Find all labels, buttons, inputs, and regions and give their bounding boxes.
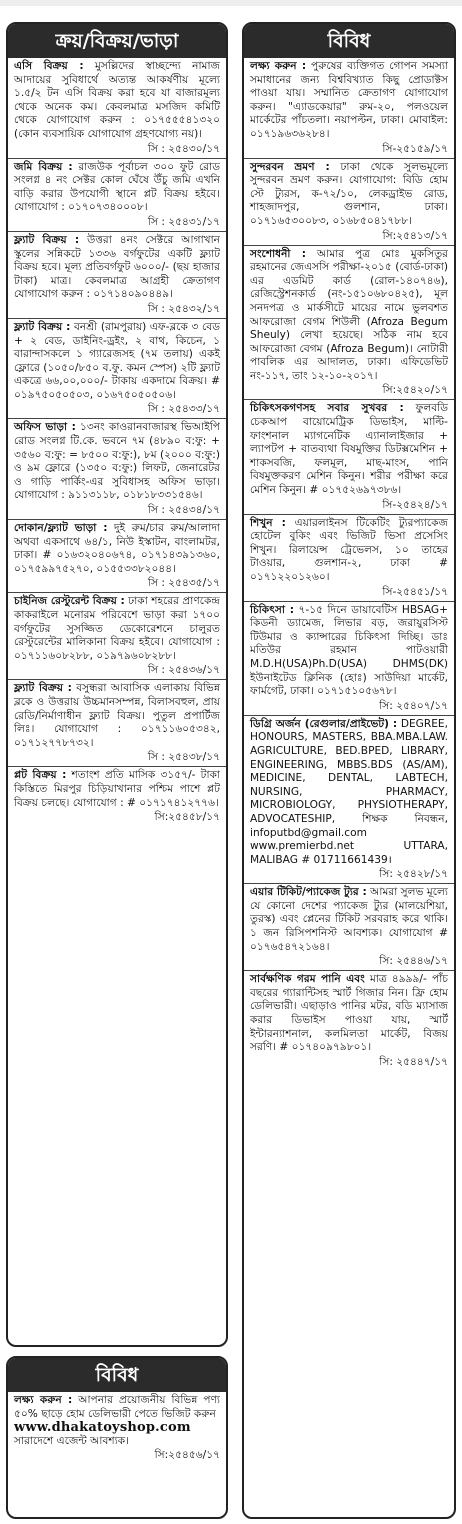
ad-code: সি:২৫৪২০/১৭ bbox=[244, 383, 454, 400]
classified-section-misc-left bbox=[6, 1356, 228, 1519]
section-title: বিবিধ bbox=[8, 1358, 226, 1392]
ad-text bbox=[244, 602, 454, 699]
ad-lead: লক্ষ্য করুন : bbox=[250, 60, 307, 72]
ad-item bbox=[8, 520, 226, 593]
ad-body: দুই রুম/চার রুম/আলাদা অথবা একসাথে ৬৪/১, নিউ ইস্কাটন, বাংলামটর, ঢাকা। # ০১৬৩২০৪০৬৭৪, ০১৭১৪৩৯১৩৬০, ০১৭৫৯৯৭৫২৭০, ০১৫৫৩৩৮২০৪৪। bbox=[14, 522, 220, 575]
ad-lead: চিকিৎসা : bbox=[250, 603, 295, 616]
ad-code: সি : ২৫৪৩৮/১৭ bbox=[8, 750, 226, 767]
ad-item bbox=[8, 680, 226, 767]
ad-text bbox=[8, 593, 226, 663]
ad-code: সি : ২৫৪৩৩/১৭ bbox=[8, 402, 226, 419]
ad-item bbox=[8, 232, 226, 319]
ad-code: সি : ২৫৪৩৬/১৭ bbox=[8, 663, 226, 680]
ad-item bbox=[8, 159, 226, 232]
ad-item bbox=[8, 1392, 226, 1464]
ad-text bbox=[244, 246, 454, 384]
ad-text bbox=[8, 767, 226, 810]
ad-text bbox=[8, 159, 226, 215]
ad-item bbox=[8, 319, 226, 420]
ad-lead: ফ্ল্যাট বিক্রয় : bbox=[14, 682, 72, 695]
ad-tail: সারাদেশে এজেন্ট আবশ্যক। bbox=[14, 1434, 129, 1447]
section-title: বিবিধ bbox=[244, 24, 454, 58]
ad-text bbox=[244, 159, 454, 229]
ad-item bbox=[244, 884, 454, 971]
ad-lead: অফিস ভাড়া : bbox=[14, 421, 76, 434]
ad-lead: ডিগ্রি অর্জন (রেগুলার/প্রাইভেট) : bbox=[250, 717, 398, 730]
ad-text bbox=[8, 680, 226, 750]
ad-lead: সুন্দরবন ভ্রমণ : bbox=[250, 160, 330, 173]
ad-code: সি:২৫৪১৩/১৭ bbox=[244, 229, 454, 246]
ad-code: সি : ২৫৪৩২/১৭ bbox=[8, 302, 226, 319]
ad-body: মুসল্লিদের স্বাচ্ছন্দ্যে নামাজ আদায়ের সুবিধার্থে অত্যন্ত আকর্ষণীয় মূল্যে ১.৫/২ টন এসি বিক্রয় করা হবে যা বাজারমূল্য থেকে অনেক কম। কেবলমাত্র মসজিদ কমিটি থেকে যোগাযোগ করুন : ০১৭৫৫৫৪১৩২০ (কোন ব্যবসায়িক যোগাযোগ গ্রহণযোগ্য নয়)। bbox=[14, 60, 220, 140]
ad-lead: দোকান/ফ্ল্যাট ভাড়া : bbox=[14, 522, 108, 535]
ad-item bbox=[244, 159, 454, 246]
ad-code: সি: ২৫৪৪৬/১৭ bbox=[244, 954, 454, 971]
ad-lead: ফ্ল্যাট বিক্রয় : bbox=[14, 233, 80, 246]
top-rule bbox=[0, 0, 462, 6]
ad-text bbox=[244, 515, 454, 585]
ad-code: সি:২৫৪৫৮/১৭ bbox=[154, 811, 220, 824]
ad-code: সি:২৫৪৫৬/১৭ bbox=[154, 1449, 220, 1462]
ad-item bbox=[244, 58, 454, 159]
ad-list bbox=[8, 58, 226, 826]
ad-body: মাত্র ৪৯৯৯/- পাঁচ বছরের গ্যারান্টিসহ স্মার্ট গিজার নিন। ফ্রি হোম ডেলিভারী। এছাড়াও পানির মটর, বডি ম্যাসাজ করার ডিভাইস পাওয়া যায়, স্মার্ট ইন্টারন্যাশনাল, কলমিলতা মার্কেট, বিজয় সরণি। # ০১৭৪০৯৭৯৮০১। bbox=[250, 973, 448, 1054]
ad-text bbox=[244, 884, 454, 954]
ad-list bbox=[244, 58, 454, 1071]
ad-item bbox=[8, 419, 226, 520]
ad-website-link[interactable]: www.dhakatoyshop.com bbox=[14, 1420, 191, 1436]
ad-item bbox=[244, 971, 454, 1071]
ad-lead: শিখুন : bbox=[250, 516, 286, 529]
ad-body: ৭-১৫ দিনে ডায়াবেটিস HBSAG+ কিডনী ড্যামেজ, লিভার বড়, জরায়ুরসিস্ট টিউমার ও ক্যান্সারের চিকিৎসা দিচ্ছি। ডাঃ মতিউর রহমান পাটওয়ারী M.D.H(USA)Ph.D(USA) DHMS(DK) ইউনাইটেড ক্লিনিক (হোঃ) সাউদিয়া মার্কেট, ফার্মগেট, ঢাকা। ০১৭১৫১০৫৬৭৮। bbox=[250, 603, 448, 698]
ad-lead: সংশোধনী : bbox=[250, 247, 306, 260]
ad-lead: চিকিৎসকগণসহ সবার সুখবর : bbox=[250, 402, 404, 415]
ad-item bbox=[244, 515, 454, 602]
ad-code: সি: ২৫৪৪৭/১৭ bbox=[379, 1055, 448, 1068]
ad-text bbox=[244, 58, 454, 142]
section-title: ক্রয়/বিক্রয়/ভাড়া bbox=[8, 24, 226, 58]
ad-code: সি-২৫১৫৯/১৭ bbox=[244, 142, 454, 159]
ad-code: সি: ২৫৪০৭/১৭ bbox=[244, 699, 454, 716]
ad-lead: জমি বিক্রয় : bbox=[14, 160, 73, 173]
ad-body: আমার পুত্র মোঃ মুকসিতুর রহমানের জেএসসি পরীক্ষা-২০১৫ (বোর্ড-ঢাকা) এর এডমিট কার্ড (রোল-১৪০৭৪৬), রেজিস্ট্রেশনকার্ড (নং-১৫১০৬৮০৪২৫), মূল সনদপত্র ও মার্কসীটে মায়ের নামে ভুলবশত আফরোজা বেগম শিউলী (Afroza Begum Sheuly) লেখা হয়েছে। সঠিক নাম হবে আফরোজা বেগম (Afroza Begum)। নোটারী পাবলিক এর আদালত, ঢাকা। এফিডেভিট নং-১১৭, তাং ১২-১০-২০১৭। bbox=[250, 247, 448, 382]
ad-code: সি : ২৫৪৩৪/১৭ bbox=[8, 503, 226, 520]
ad-text bbox=[8, 319, 226, 403]
ad-code: সি : ২৫৪৩১/১৭ bbox=[8, 215, 226, 232]
ad-code: সি-২৫৪২৪/১৭ bbox=[244, 498, 454, 515]
ad-text bbox=[244, 971, 454, 1055]
ad-text bbox=[8, 232, 226, 302]
ad-lead: চাইনিজ রেস্টুরেন্ট বিক্রয় : bbox=[14, 595, 125, 608]
ad-body: DEGREE, HONOURS, MASTERS, BBA.MBA.LAW. AGRICULTURE, BED.BPED, LIBRARY, ENGINEERING, MBBS.BDS (AS/AM), MEDICINE, DENTAL, LABTECH, NURSING, PHARMACY, MICROBIOLOGY, PHYSIOTHERAPY, ADVOCATESHIP, শিক্ষক নিবন্ধন, infoputbd@gmail.com www.premierbd.net UTTARA, MALIBAG # 01711661439। bbox=[250, 717, 448, 866]
ad-lead: ফ্ল্যাট বিক্রয় : bbox=[14, 320, 71, 333]
ad-body: উত্তরা ৪নং সেক্টরে আগাখান স্কুলের সন্নিকটে ১৩৩৬ বর্গফুটের একটি ফ্ল্যাট বিক্রয় হবে। মূল্য প্রতিবর্গফুট ৬০০০/- (ছয় হাজার টাকা) মাত্র। কেবলমাত্র আগ্রহী ক্রেতাগণ যোগাযোগ করুন : ০১৭১৪০৯০৪৪৯। bbox=[14, 233, 220, 301]
ad-text bbox=[244, 400, 454, 497]
ad-code: সি: ২৫৪২৮/১৭ bbox=[244, 867, 454, 884]
ad-text bbox=[8, 58, 226, 142]
ad-lead: প্লট বিক্রয় : bbox=[14, 769, 67, 782]
ad-code: সি : ২৫৪৩০/১৭ bbox=[8, 142, 226, 159]
ad-body: ফুলবডি চেকআপ বায়োমেট্রিক ডিভাইস, মাল্টি-ফাংশনাল ম্যাগনেটিক এ্যানালাইজার + ল্যাপটপ + বাতব্যথা বিষমুক্তির ডিটক্সমেশিন + শাকসবজি, ফলমূল, মাছ-মাংস, পানি বিষমুক্তকরণ মেশিন কিনুন। শরীর পরীক্ষা করে মেশিন কিনুন। # ০১৭৫২৬৯৭৩৮৬। bbox=[250, 402, 448, 497]
ad-body: আমরা সুলভ মূল্যে যে কোনো দেশের প্যাকেজ ট্যুর (মালয়েশিয়া, তুরস্ক) এবং প্লেনের টিকিট সরবরাহ করে থাকি। ১ জন রিসিপশনিস্ট আবশ্যক। যোগাযোগ # ০১৭৬৫৪৭২১৬৪। bbox=[250, 886, 448, 953]
ad-text bbox=[8, 419, 226, 503]
ad-item bbox=[8, 58, 226, 159]
ad-body: ঢাকা থেকে সুলভমূল্যে সুন্দরবন ভ্রমণ করুন। যোগাযোগ: বিডি হোম স্টে ট্যুরস, ক-৭২/১০, লেকড্রাইভ রোড, শাহজাদপুর, গুলশান, ঢাকা। ০১৭১৬৫৩০০৮৩, ০১৬৮৫০৪১৭৮৮। bbox=[250, 160, 448, 227]
ad-body: পুরুষের ব্যক্তিগত গোপন সমস্যা সমাধানের জন্য বিশ্ববিখ্যাত কিছু প্রোডাক্টস পাওয়া যায়। সম্মানিত ক্রেতাগণ যোগাযোগ করুন। "এ্যাডকেয়ার" রুম-২০, পলওয়েল মার্কেটের পাঁচতলা। নয়াপল্টন, ঢাকা। মোবাইল: ০১৭১৯৬৩৬২৮৪। bbox=[250, 60, 449, 140]
ad-body: ঢাকা শহরের প্রাণকেন্দ্র কাকরাইলে মনোরম পরিবেশে ভাড়া করা ১৭০০ বর্গফুটের সুসজ্জিত ডেকোরেশনে চালুরত রেস্টুরেন্টের মালিকানা বিক্রয় হইবে। যোগাযোগ : ০১৭১১৬০৮২৮৮, ০১৯৭৯৬০৮২৮৮। bbox=[14, 595, 220, 662]
ad-code: সি-২৫৪৫১/১৭ bbox=[244, 585, 454, 602]
classified-section-misc-right bbox=[242, 22, 456, 1519]
ad-item bbox=[8, 767, 226, 826]
ad-code: সি : ২৫৪৩৫/১৭ bbox=[8, 576, 226, 593]
ad-body: বসুন্ধরা আবাসিক এলাকায় বিভিন্ন ব্লকে ও উত্তরায় উচ্চমানসম্পন্ন, বিলাসবহুল, প্রায় রেডি/নির্মাণাধীন ফ্ল্যাট বিক্রয়। পুতুল প্রপার্টিজ লিঃ। যোগাযোগ : ০১৭১১৬০৫৩৪২, ০১৭১২৭৭৮৭৩২। bbox=[14, 682, 220, 749]
classified-section-buy-sell-rent bbox=[6, 22, 228, 1347]
ad-item bbox=[244, 246, 454, 401]
ad-body: বনশ্রী (রামপুরায়) এফ-ব্লকে ৩ বেড + ২ বেড, ডাইনিং-ড্রইং, ২ বাথ, কিচেন, ১ বারান্দাসকলে ১ গ্যারেজসহ (৭ম তলায়) একই ফ্লোরে (১০৫০/৮৫০ ব.ফু. কমন স্পেস) ২টি ফ্ল্যাট একত্রে ৬৬,০০,০০০/- টাকায় একদামে বিক্রয়। # ০১৯৭৫০৫০৫০৩, ০১৬৭৫০৫০৫০৬। bbox=[14, 320, 220, 401]
ad-text bbox=[244, 716, 454, 868]
ad-lead: এয়ার টিকিট/প্যাকেজ ট্যুর : bbox=[250, 886, 367, 899]
ad-lead: লক্ষ্য করুন : bbox=[14, 1394, 73, 1406]
ad-item bbox=[244, 716, 454, 885]
ad-lead: সার্বক্ষণিক গরম পানি এবং bbox=[250, 973, 365, 986]
ad-item bbox=[244, 400, 454, 514]
ad-body: রাজউক পূর্বাচল ৩০০ ফুট রোড সংলগ্ন ৪ নং সেক্টর কোল ঘেঁষে উঁচু জমি এখনি বাড়ি করার উপযোগী স্থানে প্লট বিক্রয় হইবে। যোগাযোগ : ০১৭০৭৩৪০০০৮। bbox=[14, 160, 221, 214]
ad-body: ১৩নং কাওরানবাজারস্থ ভিআইপি রোড সংলগ্ন টি.কে. ভবনে ৭ম (৪৮৯০ ব:ফু: + ৩৫৬০ ব:ফু: = ৮৫০০ ব:ফু:), ৮ম (২০০০ ব:ফু:) ও ৯ম ফ্লোরে (১৩৫০ ব:ফু:) লিফট, জেনারেটর ও গাড়ি পার্কিং-এর সুবিধাসহ অফিস ভাড়া। যোগাযোগ : ৯১১৩১১৮, ০১৮১৮৩৩১৫৪৬। bbox=[14, 421, 220, 502]
ad-body: এয়ারলাইনস টিকেটিং ট্যুরপ্যাকেজ হোটেল বুকিং এবং ভিজিট ভিসা প্রসেসিং শিখুন। রিলায়েন্স ট্রেভেলস, ১০ তাহের টাওয়ার, গুলশান-২, ঢাকা # ০১৭১২২০১২৬০। bbox=[250, 516, 448, 583]
ad-item bbox=[244, 602, 454, 716]
ad-body: শতাংশ প্রতি মাসিক ৩১৫৭/- টাকা কিস্তিতে মিরপুর চিড়িয়াখানার পশ্চিম পাশে প্লট বিক্রয় চলছে। যোগাযোগ : # ০১৭১৭৪১২৭৭৬। bbox=[14, 769, 220, 809]
ad-item bbox=[8, 593, 226, 680]
ad-text bbox=[8, 520, 226, 576]
ad-text bbox=[8, 1392, 226, 1448]
ad-body: আপনার প্রয়োজনীয় বিভিন্ন পণ্য ৫০% ছাড়ে হোম ডেলিভারী পেতে ভিজিট করুন bbox=[14, 1394, 220, 1420]
ad-lead: এসি বিক্রয় : bbox=[14, 60, 84, 72]
